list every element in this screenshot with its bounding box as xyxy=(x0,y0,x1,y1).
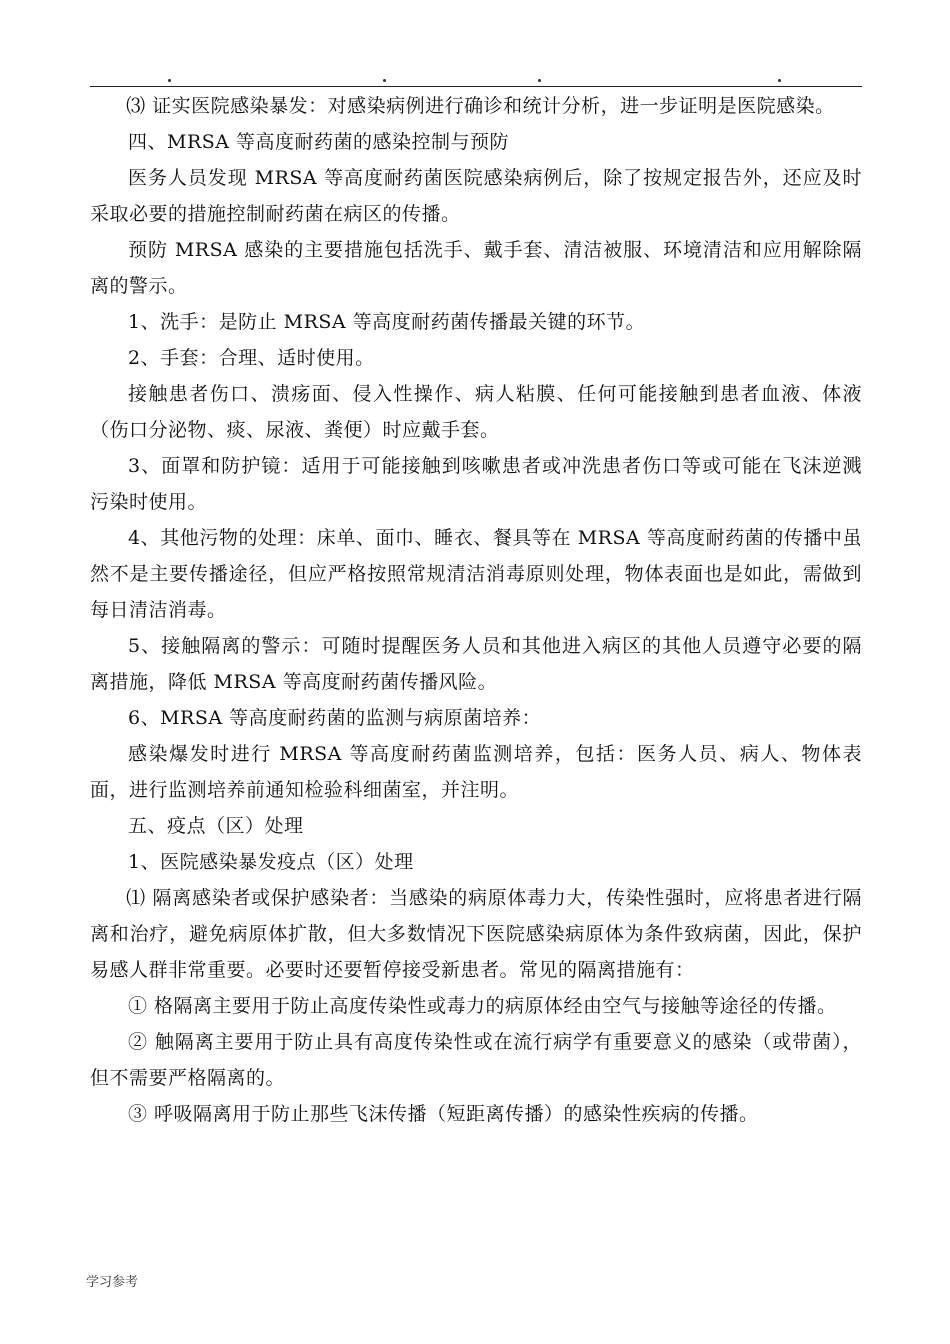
list-item-strict-isolation: ① 格隔离主要用于防止高度传染性或毒力的病原体经由空气与接触等途径的传播。 xyxy=(128,995,837,1017)
paragraph-mrsa-report: 医务人员发现 MRSA 等高度耐药菌医院感染病例后，除了按规定报告外，还应及时采取必要的措施控制耐药菌在病区的传播。 xyxy=(90,167,862,225)
header-mark xyxy=(538,79,541,82)
paragraph-monitoring: 6、MRSA 等高度耐药菌的监测与病原菌培养： xyxy=(128,707,542,729)
header-rule xyxy=(90,86,862,87)
paragraph-contact-warning: 5、接触隔离的警示：可随时提醒医务人员和其他进入病区的其他人员遵守必要的隔离措施，降低 MRSA 等高度耐药菌传播风险。 xyxy=(90,635,862,693)
list-item-contact-isolation: ② 触隔离主要用于防止具有高度传染性或在流行病学有重要意义的感染（或带菌），但不需要严格隔离的。 xyxy=(90,1031,862,1089)
footer-label: 学习参考 xyxy=(86,1275,139,1290)
paragraph-isolation: ⑴ 隔离感染者或保护感染者：当感染的病原体毒力大，传染性强时，应将患者进行隔离和治疗，避免病原体扩散，但大多数情况下医院感染病原体为条件致病菌，因此，保护易感人群非常重要。必要时还要暂停接受新患者。常见的隔离措施有： xyxy=(90,887,862,981)
paragraph-confirm-outbreak: ⑶ 证实医院感染暴发：对感染病例进行确诊和统计分析，进一步证明是医院感染。 xyxy=(126,95,835,117)
paragraph-gloves-detail: 接触患者伤口、溃疡面、侵入性操作、病人粘膜、任何可能接触到患者血液、体液（伤口分泌物、痰、尿液、粪便）时应戴手套。 xyxy=(90,383,862,441)
section-heading-mrsa-control: 四、MRSA 等高度耐药菌的感染控制与预防 xyxy=(128,131,510,153)
list-item-respiratory-isolation: ③ 呼吸隔离用于防止那些飞沫传播（短距离传播）的感染性疾病的传播。 xyxy=(128,1103,759,1125)
paragraph-other-waste: 4、其他污物的处理：床单、面巾、睡衣、餐具等在 MRSA 等高度耐药菌的传播中虽然不是主要传播途径，但应严格按照常规清洁消毒原则处理，物体表面也是如此，需做到每日清洁消毒。 xyxy=(90,527,862,621)
paragraph-mask-goggles: 3、面罩和防护镜：适用于可能接触到咳嗽患者或冲洗患者伤口等或可能在飞沫逆溅污染时使用。 xyxy=(90,455,862,513)
section-heading-outbreak-site: 五、疫点（区）处理 xyxy=(128,815,304,837)
paragraph-handwashing: 1、洗手：是防止 MRSA 等高度耐药菌传播最关键的环节。 xyxy=(128,311,646,333)
paragraph-outbreak-site: 1、医院感染暴发疫点（区）处理 xyxy=(128,851,414,873)
paragraph-gloves: 2、手套：合理、适时使用。 xyxy=(128,347,375,369)
header-mark xyxy=(778,79,781,82)
header-mark xyxy=(383,79,386,82)
paragraph-mrsa-measures: 预防 MRSA 感染的主要措施包括洗手、戴手套、清洁被服、环境清洁和应用解除隔离的警示。 xyxy=(90,239,862,297)
paragraph-monitoring-detail: 感染爆发时进行 MRSA 等高度耐药菌监测培养，包括：医务人员、病人、物体表面，进行监测培养前通知检验科细菌室，并注明。 xyxy=(90,743,862,801)
header-mark xyxy=(168,79,171,82)
document-body xyxy=(90,88,862,1132)
